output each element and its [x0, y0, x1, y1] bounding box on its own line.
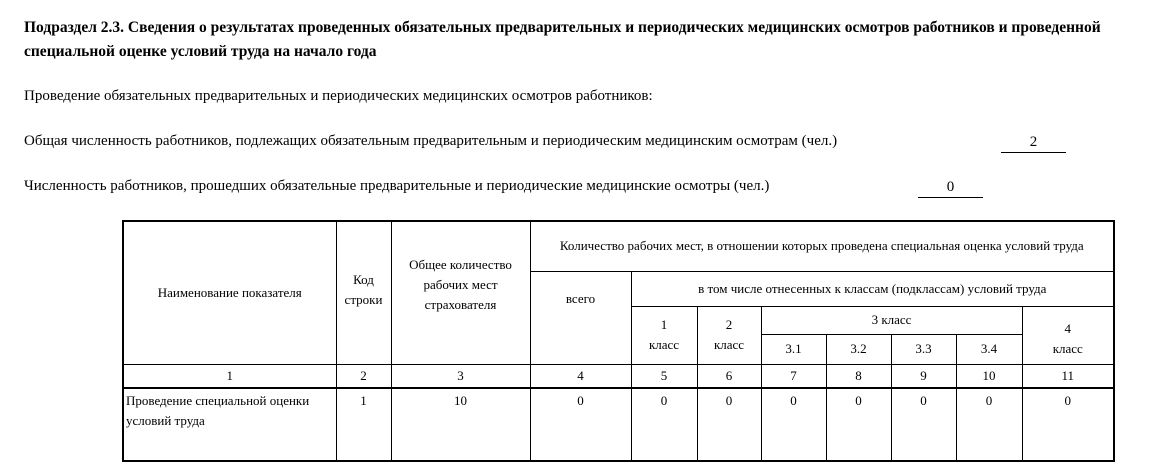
- header-class-2: [697, 306, 761, 364]
- column-number: 11: [1022, 364, 1114, 388]
- row-class-1: 0: [631, 388, 697, 461]
- column-number: 8: [826, 364, 891, 388]
- header-class-2-number: 2: [725, 317, 733, 332]
- medical-checkups-heading: Проведение обязательных предварительных и периодических медицинских осмотров работников:: [24, 88, 653, 104]
- header-class-1-number: 1: [660, 317, 668, 332]
- row-subclass-3-4: 0: [956, 388, 1022, 461]
- column-number: 2: [336, 364, 391, 388]
- header-row-code: Код строки: [336, 221, 391, 364]
- row-subclass-3-1: 0: [761, 388, 826, 461]
- subject-workers-value: 2: [1001, 133, 1066, 153]
- header-all: всего: [530, 271, 631, 364]
- row-subclass-3-3: 0: [891, 388, 956, 461]
- header-class-4-number: 4: [1064, 321, 1071, 336]
- row-class-2: 0: [697, 388, 761, 461]
- header-subclass-3-4: 3.4: [956, 334, 1022, 364]
- header-assessed-workplaces: Количество рабочих мест, в отношении которых проведена специальная оценка условий труда: [530, 221, 1114, 271]
- header-including-classes: в том числе отнесенных к классам (подклассам) условий труда: [631, 271, 1114, 306]
- column-number: 9: [891, 364, 956, 388]
- passed-workers-value: 0: [918, 178, 983, 198]
- column-number: 1: [123, 364, 336, 388]
- column-number: 5: [631, 364, 697, 388]
- column-number: 7: [761, 364, 826, 388]
- column-number: 6: [697, 364, 761, 388]
- subject-workers-label: Общая численность работников, подлежащих обязательным предварительным и периодическим медицинским осмотрам (чел.): [24, 133, 838, 149]
- header-class-1: [631, 306, 697, 364]
- header-class-2-word: класс: [713, 337, 745, 352]
- passed-workers-label: Численность работников, прошедших обязательные предварительные и периодические медицинские осмотры (чел.): [24, 178, 770, 194]
- special-assessment-table: [122, 220, 1115, 462]
- header-class-4: [1022, 306, 1114, 364]
- header-subclass-3-3: 3.3: [891, 334, 956, 364]
- row-assessed-all: 0: [530, 388, 631, 461]
- row-code: 1: [336, 388, 391, 461]
- row-total-workplaces: 10: [391, 388, 530, 461]
- section-title: Подраздел 2.3. Сведения о результатах проведенных обязательных предварительных и периодических медицинских осмотров работников и проведенной специальной оценке условий труда на начало года: [24, 19, 1101, 60]
- row-subclass-3-2: 0: [826, 388, 891, 461]
- column-number: 10: [956, 364, 1022, 388]
- row-indicator-name: Проведение специальной оценки условий труда: [123, 388, 336, 461]
- header-total-workplaces: Общее количество рабочих мест страхователя: [391, 221, 530, 364]
- column-number: 3: [391, 364, 530, 388]
- header-class-4-word: класс: [1052, 341, 1083, 356]
- header-subclass-3-1: 3.1: [761, 334, 826, 364]
- header-subclass-3-2: 3.2: [826, 334, 891, 364]
- header-class-1-word: класс: [648, 337, 680, 352]
- header-class-3: 3 класс: [761, 306, 1022, 334]
- row-class-4: 0: [1022, 388, 1114, 461]
- header-indicator-name: Наименование показателя: [123, 221, 336, 364]
- column-number: 4: [530, 364, 631, 388]
